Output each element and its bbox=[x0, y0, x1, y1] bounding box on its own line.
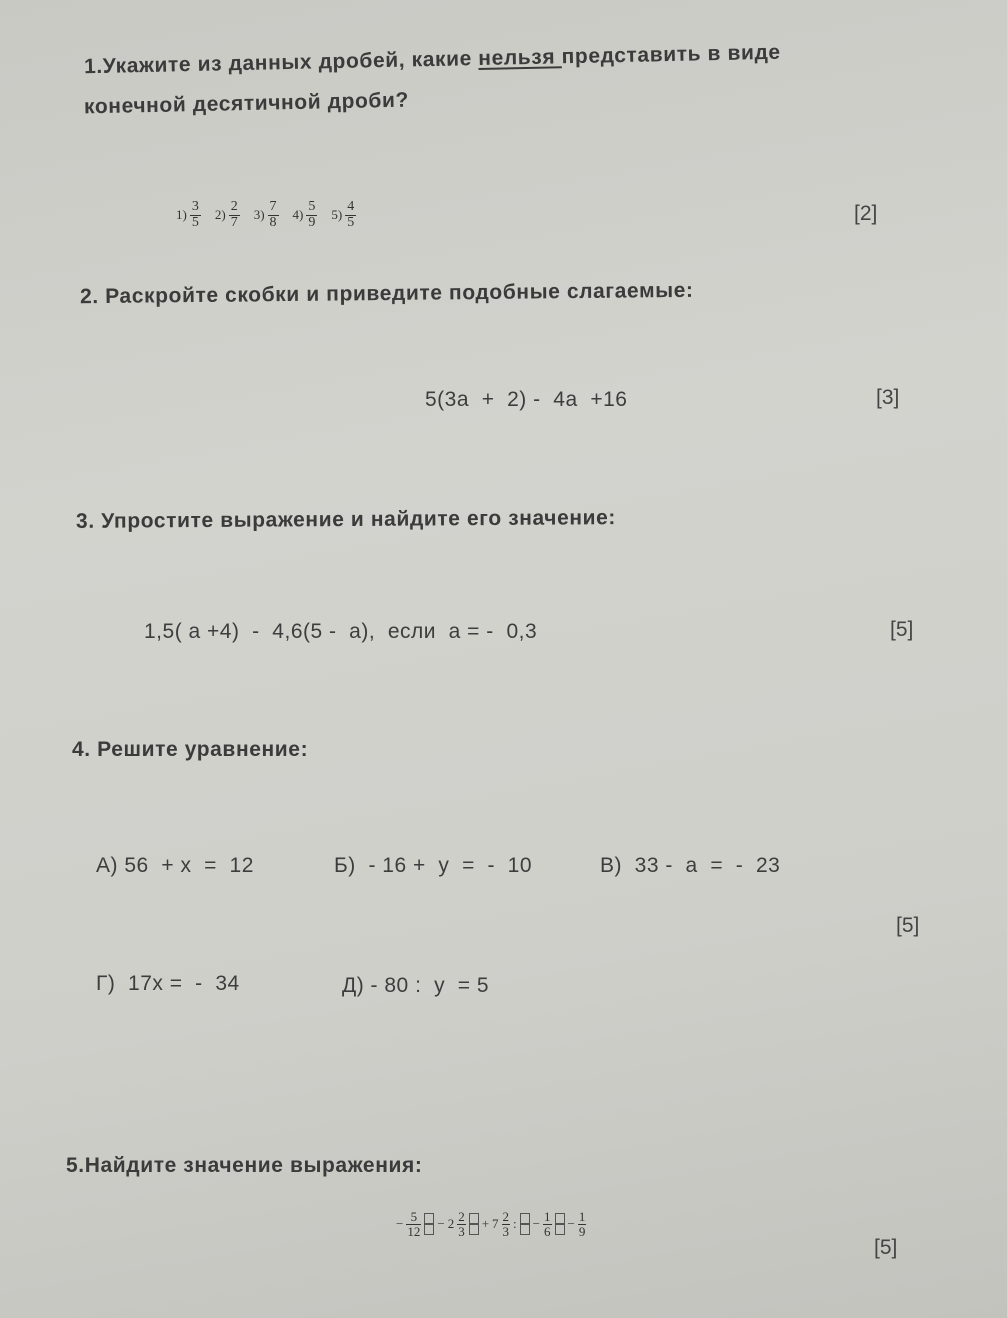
empty-box bbox=[555, 1224, 565, 1235]
task5-op4: − bbox=[532, 1216, 540, 1232]
task5-frac3-den: 3 bbox=[502, 1223, 510, 1239]
task3-title: 3. Упростите выражение и найдите его значение: bbox=[75, 506, 617, 533]
fraction-option bbox=[215, 200, 240, 230]
task2-points: [3] bbox=[876, 386, 900, 409]
fraction-option-label: 5) bbox=[331, 207, 343, 223]
task4-eq-a: А) 56 + х = 12 bbox=[96, 854, 254, 877]
task4-eq-v: В) 33 - а = - 23 bbox=[600, 854, 781, 877]
task5-frac2-den: 3 bbox=[458, 1223, 465, 1239]
empty-box bbox=[469, 1213, 479, 1224]
task5-frac5-den: 9 bbox=[578, 1223, 586, 1239]
task5-op2: + bbox=[481, 1216, 490, 1232]
empty-box bbox=[469, 1224, 479, 1235]
task5-frac5 bbox=[578, 1210, 587, 1238]
task5-op5: − bbox=[567, 1216, 575, 1232]
task5-frac2 bbox=[457, 1210, 466, 1238]
task3-expression: 1,5( а +4) - 4,6(5 - а), если а = - 0,3 bbox=[144, 620, 538, 643]
task5-frac3 bbox=[502, 1210, 511, 1238]
task2-expression: 5(3а + 2) - 4а +16 bbox=[425, 388, 628, 411]
fraction-denominator: 5 bbox=[191, 214, 199, 230]
task4-title: 4. Решите уравнение: bbox=[72, 738, 309, 761]
task5-frac5-num: 1 bbox=[578, 1209, 586, 1224]
task5-whole2: 2 bbox=[447, 1216, 455, 1232]
task5-frac1-num: 5 bbox=[410, 1209, 418, 1224]
task3-points: [5] bbox=[890, 618, 914, 641]
fraction-option-label: 3) bbox=[253, 207, 265, 223]
empty-box bbox=[555, 1213, 565, 1224]
task5-frac1-den: 12 bbox=[407, 1223, 421, 1239]
fraction bbox=[190, 200, 201, 230]
task4-points: [5] bbox=[896, 914, 920, 937]
fraction-numerator: 4 bbox=[347, 199, 355, 214]
task5-box-frac bbox=[469, 1213, 479, 1235]
task2-title: 2. Раскройте скобки и приведите подобные слагаемые: bbox=[79, 278, 694, 309]
fraction-denominator: 8 bbox=[269, 214, 277, 230]
fraction-numerator: 3 bbox=[191, 199, 199, 214]
task5-whole3: 7 bbox=[492, 1216, 499, 1232]
task5-op3: : bbox=[513, 1216, 517, 1232]
task5-points: [5] bbox=[874, 1236, 898, 1259]
empty-box bbox=[424, 1213, 434, 1224]
task1-fractions bbox=[176, 200, 364, 230]
empty-box bbox=[424, 1224, 434, 1235]
task1-title-line2: конечной десятичной дроби? bbox=[83, 88, 410, 119]
fraction-denominator: 5 bbox=[347, 214, 355, 230]
task5-title: 5.Найдите значение выражения: bbox=[66, 1154, 423, 1177]
fraction-option bbox=[293, 200, 318, 230]
fraction-numerator: 2 bbox=[230, 199, 238, 214]
fraction-option-label: 2) bbox=[214, 207, 226, 223]
task1-title-underlined: нельзя bbox=[478, 45, 562, 71]
task5-frac4 bbox=[543, 1210, 552, 1238]
fraction bbox=[306, 200, 317, 230]
fraction bbox=[268, 200, 279, 230]
task1-points: [2] bbox=[854, 202, 878, 225]
fraction bbox=[229, 200, 240, 230]
fraction-option bbox=[331, 200, 356, 230]
task1-title bbox=[84, 41, 781, 80]
fraction-option bbox=[254, 200, 279, 230]
task5-box-frac bbox=[555, 1213, 565, 1235]
fraction-denominator: 9 bbox=[308, 214, 316, 230]
fraction-option bbox=[176, 200, 201, 230]
task5-op1: − bbox=[437, 1216, 445, 1232]
task4-eq-g: Г) 17х = - 34 bbox=[96, 972, 240, 995]
task5-box-frac bbox=[424, 1213, 434, 1235]
task4-eq-b: Б) - 16 + у = - 10 bbox=[334, 854, 533, 877]
fraction-denominator: 7 bbox=[230, 214, 238, 230]
fraction-numerator: 7 bbox=[269, 199, 277, 214]
fraction bbox=[345, 200, 356, 230]
task5-box-frac bbox=[520, 1213, 530, 1235]
task1-title-pre: 1.Укажите из данных дробей, какие bbox=[83, 47, 479, 79]
fraction-option-label: 1) bbox=[176, 207, 187, 223]
empty-box bbox=[520, 1213, 530, 1224]
task1-title-post: представить в виде bbox=[561, 40, 781, 69]
task5-frac1 bbox=[406, 1210, 421, 1238]
fraction-option-label: 4) bbox=[292, 207, 304, 223]
task5-frac4-num: 1 bbox=[544, 1209, 551, 1224]
task4-eq-d: Д) - 80 : у = 5 bbox=[342, 974, 490, 997]
empty-box bbox=[520, 1224, 530, 1235]
task5-frac3-num: 2 bbox=[502, 1209, 510, 1224]
task5-frac2-num: 2 bbox=[458, 1209, 465, 1224]
task5-expression bbox=[396, 1210, 586, 1238]
task5-minus: − bbox=[396, 1216, 404, 1232]
fraction-numerator: 5 bbox=[308, 199, 316, 214]
task5-frac4-den: 6 bbox=[544, 1223, 551, 1239]
